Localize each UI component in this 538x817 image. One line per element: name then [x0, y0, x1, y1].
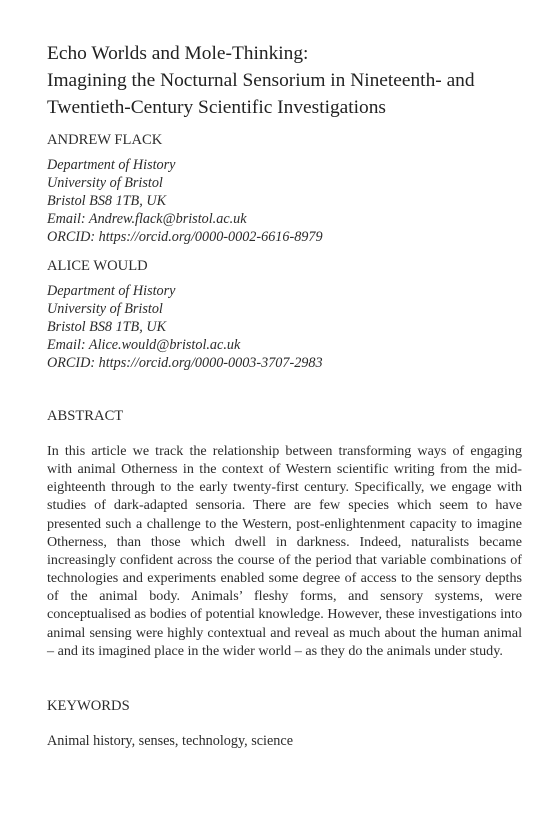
affiliation-department: Department of History — [47, 283, 176, 299]
author-email: Email: Alice.would@bristol.ac.uk — [47, 337, 241, 353]
author-block — [47, 257, 522, 372]
affiliation-department: Department of History — [47, 157, 176, 173]
affiliation-institution: University of Bristol — [47, 175, 163, 191]
abstract-section — [47, 407, 522, 660]
keywords-heading: KEYWORDS — [47, 697, 130, 714]
author-block — [47, 131, 522, 246]
author-affiliation — [47, 156, 522, 246]
title-line: Imagining the Nocturnal Sensorium in Nineteenth- and — [47, 70, 475, 91]
affiliation-address: Bristol BS8 1TB, UK — [47, 319, 167, 335]
abstract-heading: ABSTRACT — [47, 408, 124, 424]
title-line: Twentieth-Century Scientific Investigations — [47, 97, 386, 118]
abstract-text: In this article we track the relationship between transforming ways of engaging with animal Otherness in the context of Western scientific writing from the mid-eighteenth through to the early twenty-first century. Specifically, we engage with studies of dark-adapted sensoria. There are few species which seem to have presented such a challenge to the Western, post-enlightenment capacity to imagine Otherness, than those which dwell in darkness. Indeed, naturalists became increasingly confident across the course of the period that variable combinations of technologies and experiments enabled some degree of access to the sensory depths of the animal body. Animals’ fleshy forms, and sensory systems, were conceptualised as bodies of potential knowledge. However, these investigations into animal sensing were highly contextual and reveal as much about the human animal – and its imagined place in the wider world – as they do the animals under study. — [47, 443, 522, 659]
author-name: ANDREW FLACK — [47, 132, 163, 148]
keywords-section — [47, 697, 522, 750]
keywords-text: Animal history, senses, technology, science — [47, 732, 293, 749]
article-title — [47, 40, 522, 121]
title-line: Echo Worlds and Mole-Thinking: — [47, 43, 309, 64]
affiliation-institution: University of Bristol — [47, 301, 163, 317]
author-orcid: ORCID: https://orcid.org/0000-0003-3707-2983 — [47, 355, 323, 371]
article-first-page — [47, 40, 522, 750]
author-affiliation — [47, 282, 522, 372]
author-orcid: ORCID: https://orcid.org/0000-0002-6616-8979 — [47, 229, 323, 245]
author-name: ALICE WOULD — [47, 258, 148, 274]
affiliation-address: Bristol BS8 1TB, UK — [47, 193, 167, 209]
author-email: Email: Andrew.flack@bristol.ac.uk — [47, 211, 247, 227]
